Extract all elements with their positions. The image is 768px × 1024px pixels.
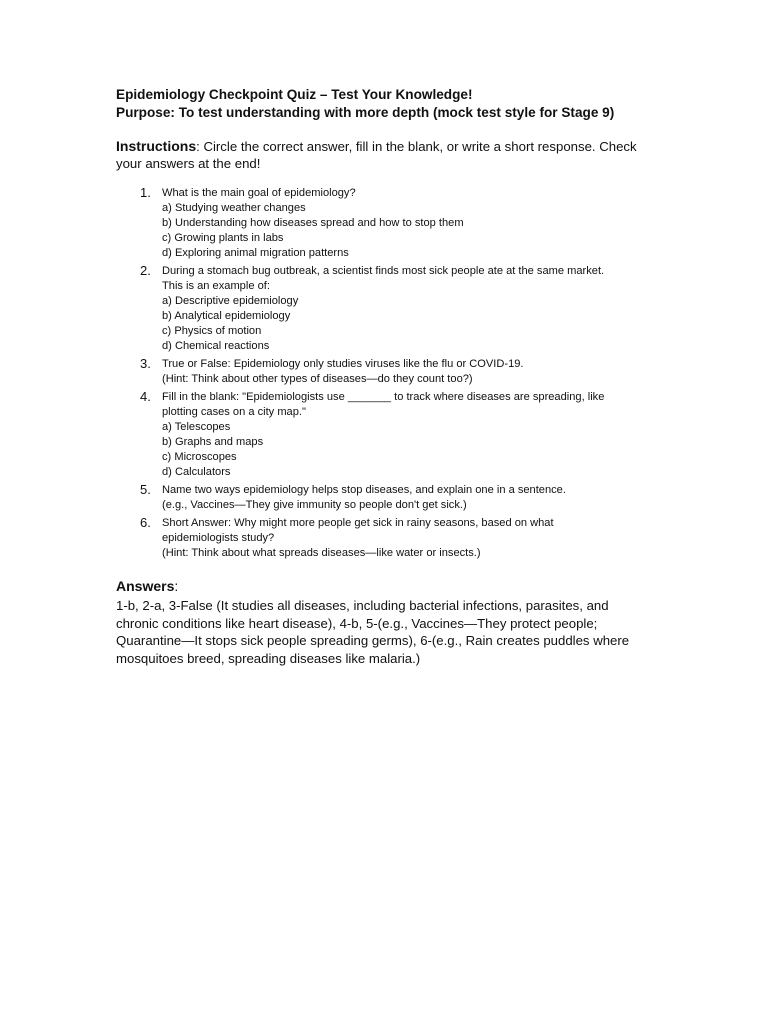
question-line: a) Studying weather changes bbox=[162, 202, 306, 214]
question-text: Name two ways epidemiology helps stop diseases, and explain one in a sentence. bbox=[162, 484, 566, 496]
question-line: (e.g., Vaccines—They give immunity so people don't get sick.) bbox=[162, 499, 467, 511]
question-number: 4. bbox=[140, 389, 151, 404]
question-text: What is the main goal of epidemiology? bbox=[162, 187, 356, 199]
question-text: During a stomach bug outbreak, a scientist finds most sick people ate at the same market. bbox=[162, 265, 605, 277]
question-line: (Hint: Think about other types of diseases—do they count too?) bbox=[162, 373, 473, 385]
question-line: b) Graphs and maps bbox=[162, 436, 264, 448]
question-line: plotting cases on a city map." bbox=[162, 406, 306, 418]
question-item bbox=[116, 390, 646, 480]
question-number: 5. bbox=[140, 482, 151, 497]
question-line: b) Analytical epidemiology bbox=[162, 310, 291, 322]
question-line: This is an example of: bbox=[162, 280, 270, 292]
question-line: b) Understanding how diseases spread and how to stop them bbox=[162, 217, 464, 229]
instructions-text: : Circle the correct answer, fill in the blank, or write a short response. Check your answers at the end! bbox=[116, 139, 637, 171]
question-line: (Hint: Think about what spreads diseases—like water or insects.) bbox=[162, 547, 481, 559]
question-line: d) Exploring animal migration patterns bbox=[162, 247, 349, 259]
question-line: c) Physics of motion bbox=[162, 325, 262, 337]
question-item bbox=[116, 186, 646, 261]
question-number: 3. bbox=[140, 356, 151, 371]
question-number: 2. bbox=[140, 263, 151, 278]
question-line: a) Telescopes bbox=[162, 421, 231, 433]
question-list bbox=[116, 186, 646, 561]
question-item bbox=[116, 483, 646, 513]
question-text: True or False: Epidemiology only studies viruses like the flu or COVID-19. bbox=[162, 358, 524, 370]
instructions-label: Instructions bbox=[116, 138, 197, 154]
question-number: 1. bbox=[140, 185, 151, 200]
question-line: a) Descriptive epidemiology bbox=[162, 295, 299, 307]
instructions-paragraph bbox=[116, 138, 646, 172]
question-item bbox=[116, 516, 646, 561]
answers-colon: : bbox=[174, 578, 179, 594]
answers-label: Answers bbox=[116, 578, 175, 594]
question-line: epidemiologists study? bbox=[162, 532, 275, 544]
question-line: d) Calculators bbox=[162, 466, 231, 478]
answers-text: 1-b, 2-a, 3-False (It studies all diseases, including bacterial infections, parasites, and chronic conditions like heart disease), 4-b, 5-(e.g., Vaccines—They protect people; Quarantine—It stops sick people spreading germs), 6-(e.g., Rain creates puddles where mosquitoes breed, spreading diseases like malaria.) bbox=[116, 598, 630, 666]
question-item bbox=[116, 357, 646, 387]
question-item bbox=[116, 264, 646, 354]
question-line: c) Microscopes bbox=[162, 451, 237, 463]
quiz-purpose: Purpose: To test understanding with more depth (mock test style for Stage 9) bbox=[116, 105, 615, 120]
quiz-title: Epidemiology Checkpoint Quiz – Test Your Knowledge! bbox=[116, 87, 473, 102]
question-number: 6. bbox=[140, 515, 151, 530]
question-text: Short Answer: Why might more people get sick in rainy seasons, based on what bbox=[162, 517, 554, 529]
question-line: c) Growing plants in labs bbox=[162, 232, 284, 244]
document-content bbox=[116, 86, 646, 667]
answers-heading bbox=[116, 577, 646, 595]
question-text: Fill in the blank: "Epidemiologists use _______ to track where diseases are spreading, like bbox=[162, 391, 605, 403]
question-line: d) Chemical reactions bbox=[162, 340, 270, 352]
